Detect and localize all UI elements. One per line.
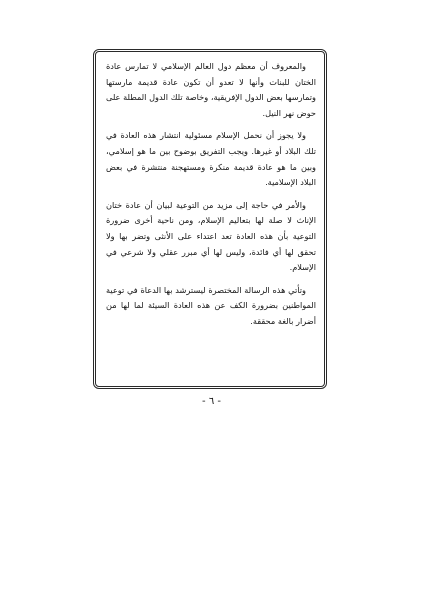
text-frame bbox=[93, 49, 327, 389]
paragraph-3: والأمر في حاجة إلى مزيد من التوعية لبيان أن عادة ختان الإناث لا صلة لها بتعاليم الإسلام، ومن ناحية أخرى ضرورة التوعية بأن هذه العادة تعد اعتداء على الأنثى وتضر بها ولا تحقق لها أي فائدة، وليس لها أي مبرر عقلي ولا شرعي في الإسلام. bbox=[106, 199, 316, 273]
paragraph-2: ولا يجوز أن نحمل الإسلام مسئولية انتشار هذه العادة في تلك البلاد أو غيرها. ويجب التفريق بوضوح بين ما هو إسلامي، وبين ما هو عادة قديمة منكرة ومستهجنة منتشرة في بعض البلاد الإسلامية. bbox=[106, 130, 316, 188]
paragraph-1: والمعروف أن معظم دول العالم الإسلامي لا تمارس عادة الختان للبنات وأنها لا تعدو أن تكون عادة قديمة مارستها وتمارسها بعض الدول الإفريقية، وخاصة تلك الدول المطلة على حوض نهر النيل. bbox=[106, 61, 316, 118]
paragraph-4: وتأتي هذه الرسالة المختصرة ليسترشد بها الدعاة في توعية المواطنين بضرورة الكف عن هذه العادة السيئة لما لها من أضرار بالغة محققة. bbox=[106, 284, 316, 326]
body-text bbox=[106, 59, 316, 330]
page-number: - ٦ - bbox=[202, 396, 221, 407]
